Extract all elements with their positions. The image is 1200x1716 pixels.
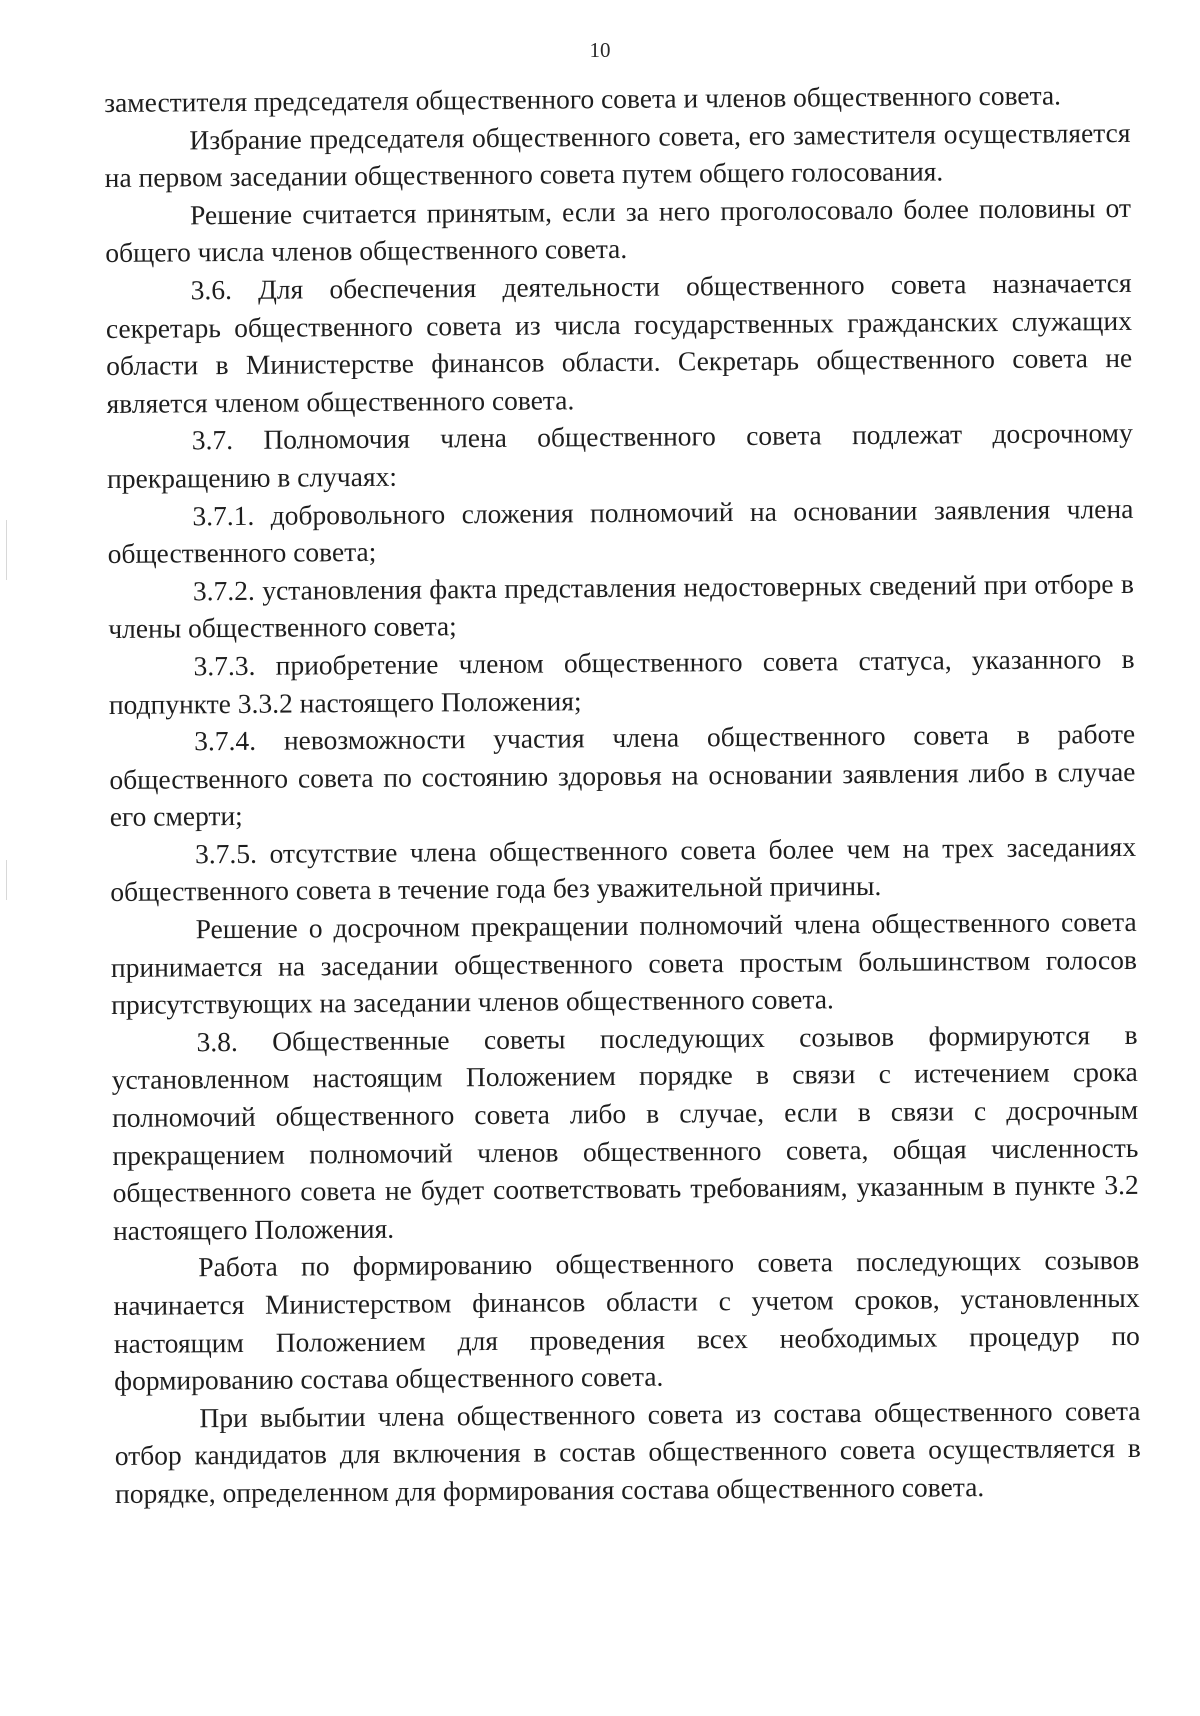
clause-3-7-3: 3.7.3. приобретение членом общественного совета статуса, указанного в подпункте 3.3.2 настоящего Положения; xyxy=(108,642,1135,720)
clause-3-7-2: 3.7.2. установления факта представления недостоверных сведений при отборе в члены общественного совета; xyxy=(108,567,1135,645)
paragraph: Решение о досрочном прекращении полномочий члена общественного совета принимается на заседании общественного совета простым большинством голосов присутствующих на заседании членов общественного совета. xyxy=(110,905,1138,1021)
paragraph: Решение считается принятым, если за него проголосовало более половины от общего числа членов общественного совета. xyxy=(105,191,1132,269)
page-number: 10 xyxy=(589,38,611,62)
paragraph: Работа по формированию общественного совета последующих созывов начинается Министерством финансов области с учетом сроков, установленных настоящим Положением для проведения всех необходимых процедур по формированию состава общественного совета. xyxy=(113,1244,1140,1397)
scan-edge-mark xyxy=(6,520,7,580)
paragraph: Избрание председателя общественного совета, его заместителя осуществляется на первом заседании общественного совета путем общего голосования. xyxy=(104,116,1131,194)
paragraph: При выбытии члена общественного совета из состава общественного совета отбор кандидатов для включения в состав общественного совета осуществляется в порядке, определенном для формирования состава общественного совета. xyxy=(114,1394,1141,1509)
clause-3-6: 3.6. Для обеспечения деятельности общественного совета назначается секретарь общественного совета из числа государственных гражданских служащих области в Министерстве финансов области. Секретарь общественного совета не является членом общественного совета. xyxy=(105,266,1133,419)
clause-3-7: 3.7. Полномочия члена общественного совета подлежат досрочному прекращению в случаях: xyxy=(106,417,1133,494)
scan-edge-mark xyxy=(6,860,7,900)
clause-3-7-4: 3.7.4. невозможности участия члена общественного совета в работе общественного совета по состоянию здоровья на основании заявления либо в случае его смерти; xyxy=(109,718,1136,833)
clause-3-8: 3.8. Общественные советы последующих созывов формируются в установленном настоящим Положением порядке в связи с истечением срока полномочий общественного совета либо в случае, если в связи с досрочным прекращением полномочий членов общественного совета, общая численность общественного совета не будет соответствовать требованиям, указанным в пункте 3.2 настоящего Положения. xyxy=(111,1018,1139,1246)
paragraph: заместителя председателя общественного совета и членов общественного совета. xyxy=(104,79,1062,118)
document-body xyxy=(104,76,1141,1513)
clause-3-7-5: 3.7.5. отсутствие члена общественного совета более чем на трех заседаниях общественного совета в течение года без уважительной причины. xyxy=(110,830,1137,908)
clause-3-7-1: 3.7.1. добровольного сложения полномочий на основании заявления члена общественного совета; xyxy=(107,492,1134,570)
